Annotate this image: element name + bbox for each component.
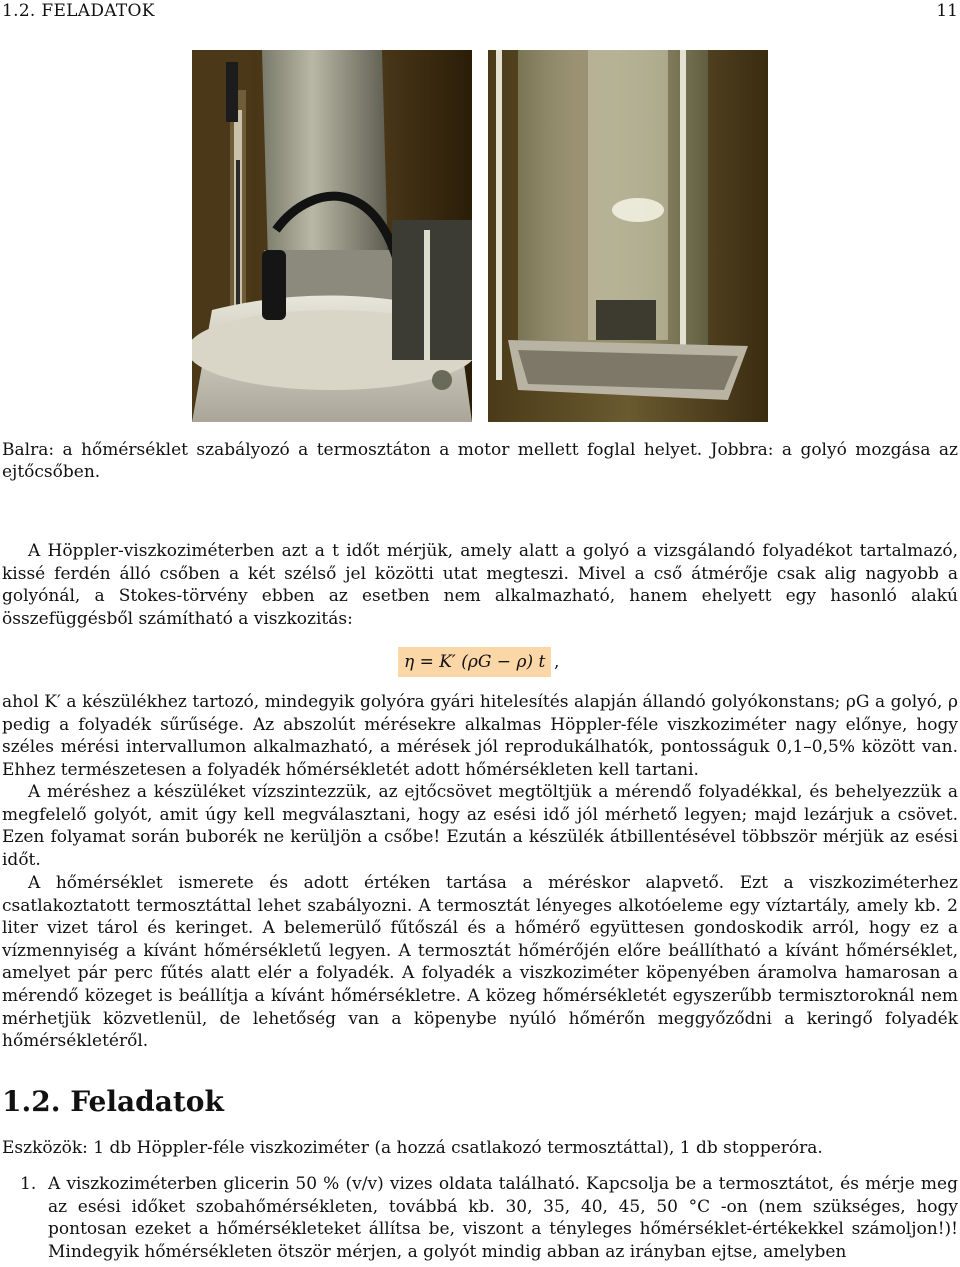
list-item-text: A viszkoziméterben glicerin 50 % (v/v) vizes oldata található. Kapcsolja be a termosztátot, és mérje meg az esési időket szobahőmérsékleten, továbbá kb. 30, 35, 40, 45, 50 °C -on (nem szükséges, hogy pontosan ezeket a hőmérsékleteket állítsa be, viszont a tényleges hőmérséklet-értékekkel számoljon!)! Mindegyik hőmérsékleten ötször mérjen, a golyót mindig abban az irányban ejtse, amelyben [48, 1174, 958, 1262]
page-number: 11 [936, 1, 958, 21]
paragraph-formula-explanation: ahol K′ a készülékhez tartozó, mindegyik golyóra gyári hitelesítés alapján állandó golyókonstans; ρG a golyó, ρ pedig a folyadék sűrűsége. Az abszolút mérésekre alkalmas Höppler-féle viszkoziméter nagy előnye, hogy széles mérési intervallumon alkalmazható, a mérések jól reprodukálhatók, pontosságuk 0,1–0,5% között van. Ehhez természetesen a folyadék hőmérsékletét adott hőmérsékleten kell tartani. [2, 692, 958, 780]
list-item [2, 1173, 958, 1263]
paragraph-text: A Höppler-viszkoziméterben azt a t időt mérjük, amely alatt a golyó a vizsgálandó folyadékot tartalmazó, kissé ferdén álló csőben a két szélső jel közötti utat megteszi. Mivel a cső átmérője csak alig nagyobb a golyónál, a Stokes-törvény ebben az esetben nem alkalmazható, hanem ehelyett egy hasonló alakú összefüggésből számítható a viszkozitás: [2, 541, 958, 629]
page-header [0, 0, 960, 24]
paragraph-measurement-procedure [2, 781, 958, 871]
paragraph-hoppler-intro [2, 540, 958, 630]
viscosity-formula: η = K′ (ρG − ρ) t [398, 647, 551, 677]
paragraph-thermostat [2, 872, 958, 1053]
running-section-title: 1.2. FELADATOK [2, 1, 155, 21]
paragraph-text: A méréshez a készüléket vízszintezzük, az ejtőcsövet megtöltjük a mérendő folyadékkal, és behelyezzük a megfelelő golyót, amit úgy kell megválasztani, hogy az esési idő jól mérhető legyen; majd lezárjuk a csövet. Ezen folyamat során buborék ne kerüljön a csőbe! Ezután a készülék átbillentésével többször mérjük az esési időt. [2, 782, 958, 870]
formula-suffix: , [554, 652, 560, 672]
tools-line: Eszközök: 1 db Höppler-féle viszkoziméter (a hozzá csatlakozó termosztáttal), 1 db stopperóra. [2, 1138, 823, 1158]
thermostat-photo [192, 50, 472, 422]
figure-caption: Balra: a hőmérséklet szabályozó a termosztáton a motor mellett foglal helyet. Jobbra: a golyó mozgása az ejtőcsőben. [2, 440, 958, 482]
paragraph-text: A hőmérséklet ismerete és adott értéken tartása a méréskor alapvető. Ezt a viszkoziméterhez csatlakoztatott termosztáttal lehet szabályozni. A termosztát lényeges alkotóeleme egy víztartály, amely kb. 2 liter vizet tárol és keringet. A belemerülő fűtőszál és a hőmérő együttesen gondoskodik arról, hogy ez a vízmennyiség a kívánt hőmérsékletű legyen. A termosztát hőmérőjén előre beállítható a kívánt hőmérséklet, amelyet pár perc fűtés alatt elér a folyadék. A folyadék a viszkoziméter köpenyében áramolva hamarosan a mérendő közeget is beállítja a kívánt hőmérsékletre. A közeg hőmérsékletét egyszerűbb termisztoroknál nem mérhetjük közvetlenül, de lehetőség van a köpenybe nyúló hőmérőn meggyőződni a keringő folyadék hőmérsékletéről. [2, 873, 958, 1052]
list-item-number: 1. [20, 1174, 37, 1194]
section-heading: 1.2. Feladatok [2, 1085, 224, 1118]
falling-ball-tube-photo [488, 50, 768, 422]
